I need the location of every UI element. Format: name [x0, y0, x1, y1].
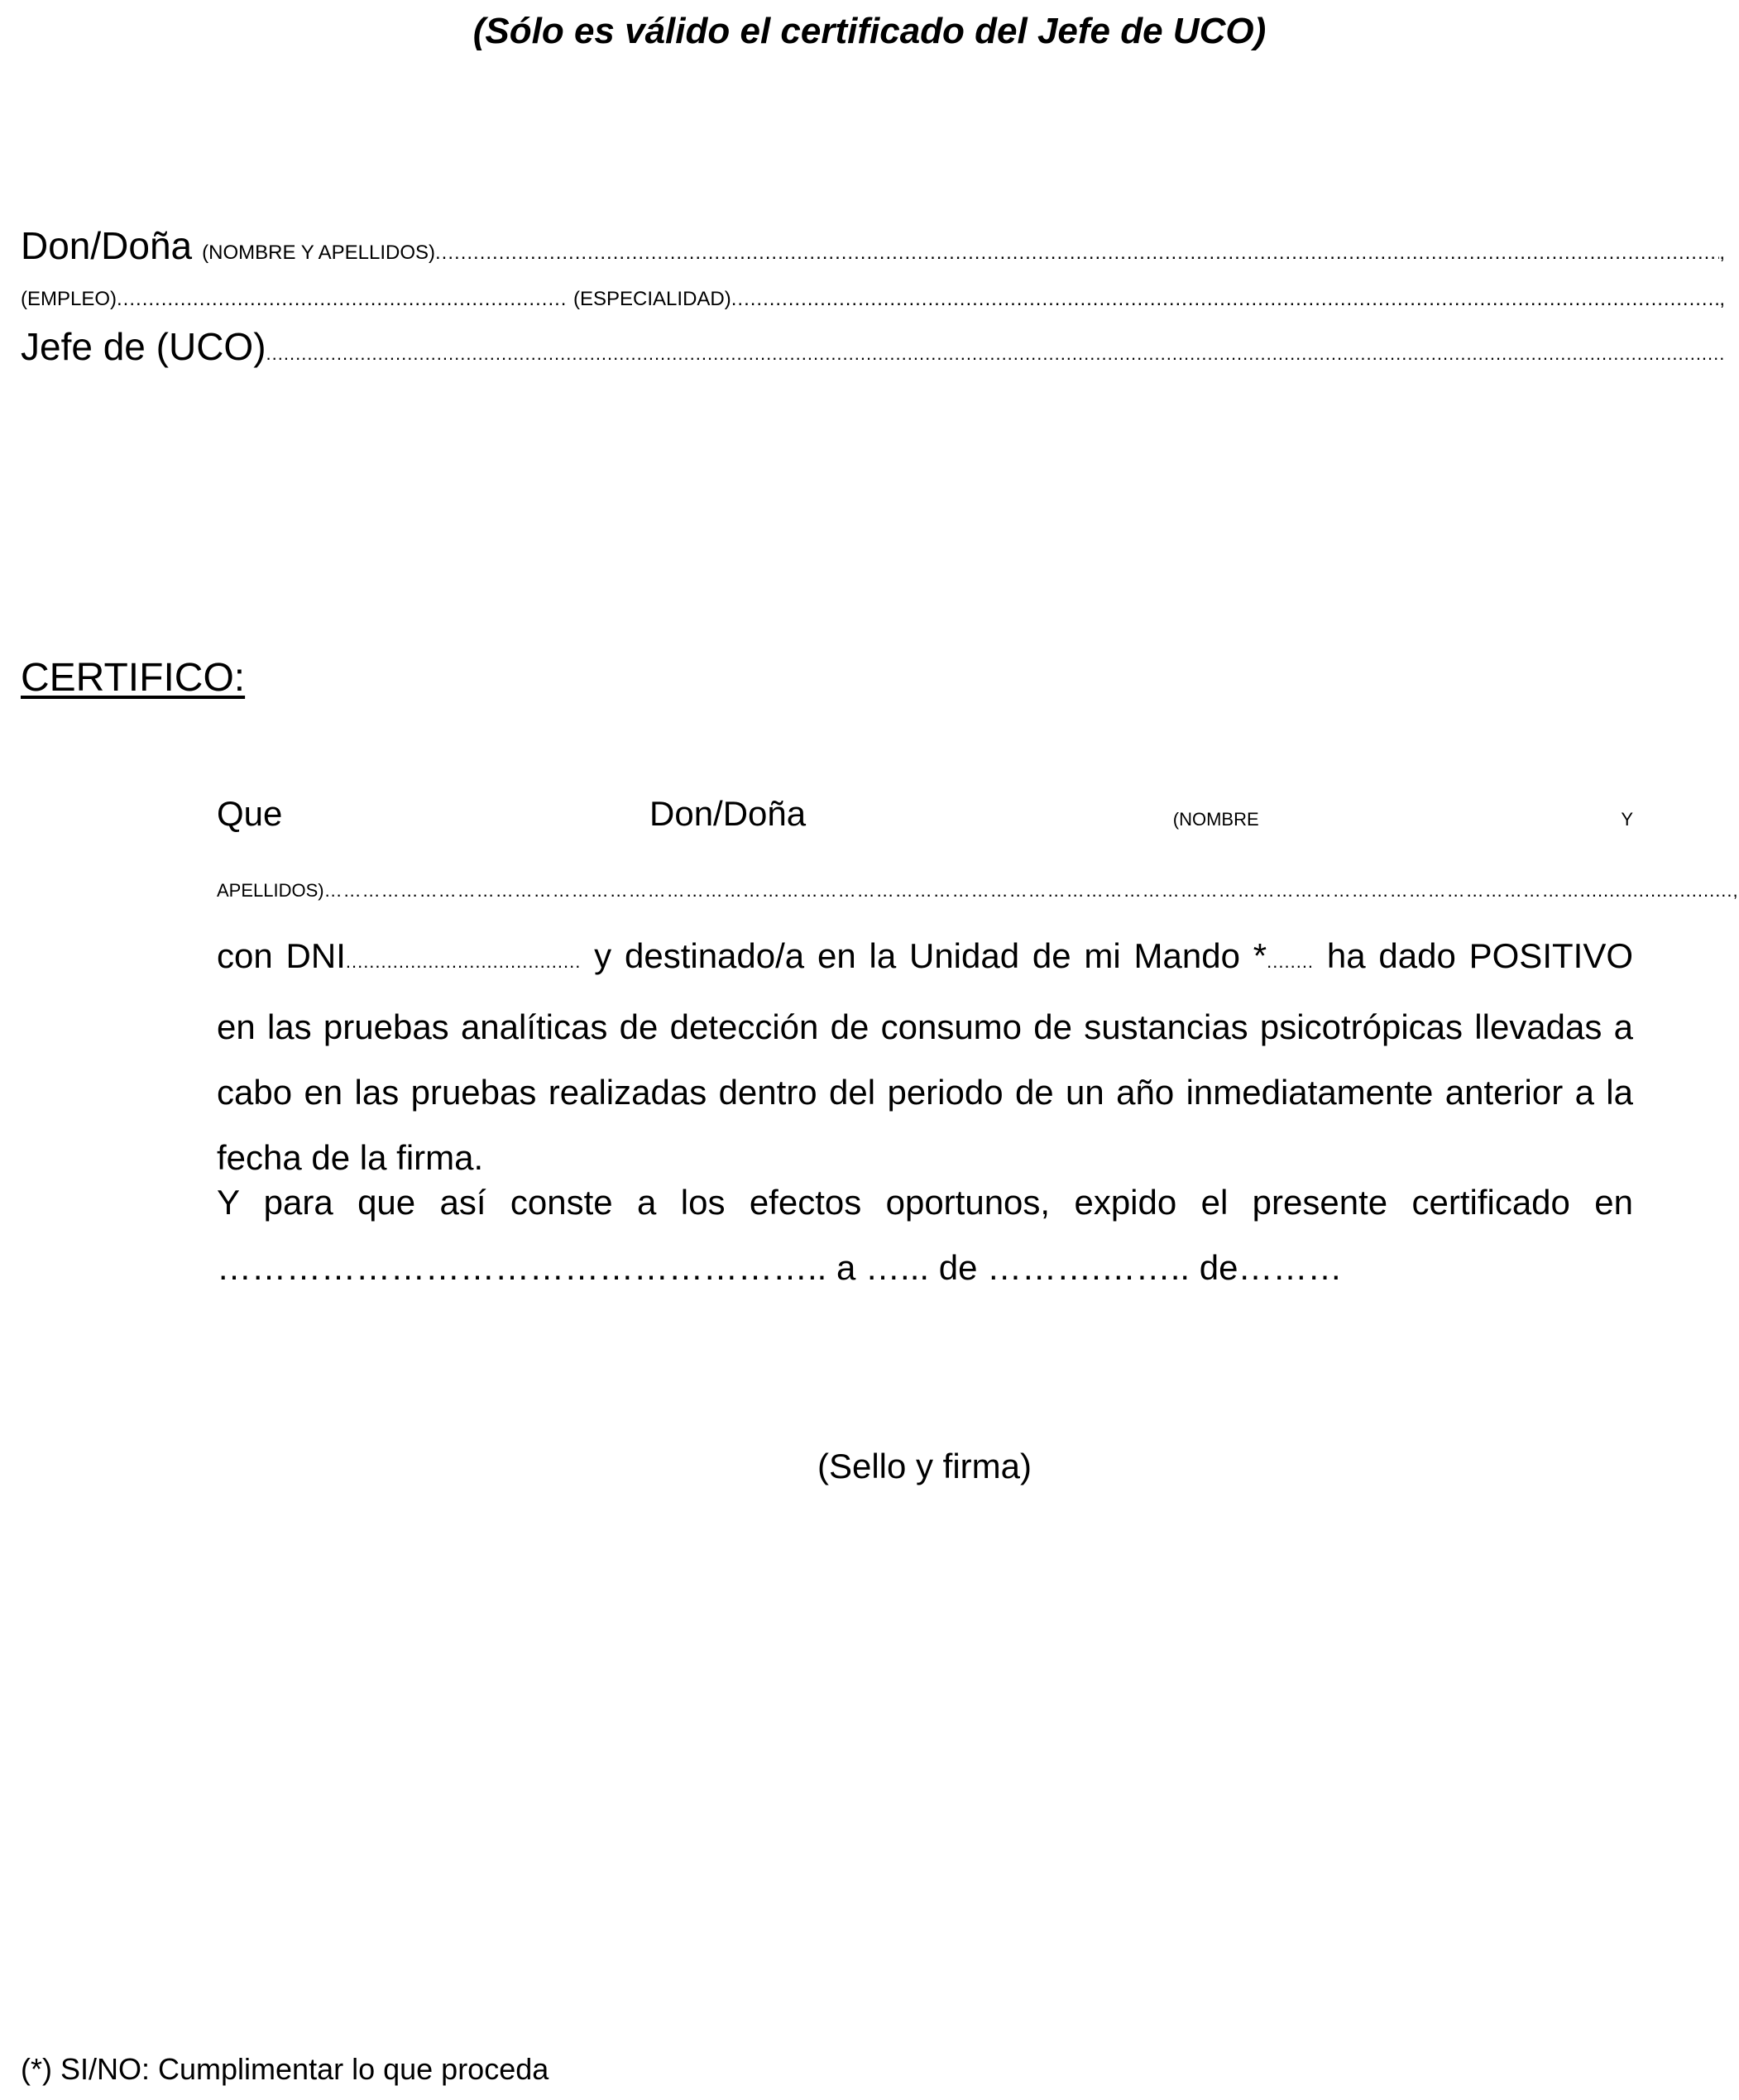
field-name-end: , [1719, 242, 1725, 264]
field-name-line [21, 223, 1725, 268]
field-rank-end: , [1719, 288, 1725, 310]
field-name-fill[interactable] [435, 242, 1719, 265]
closing-paragraph [217, 1170, 1633, 1300]
para-que: Que Don/Doña [217, 794, 807, 833]
field-especialidad-hint: (ESPECIALIDAD) [573, 288, 731, 310]
document-header: (Sólo es válido el certificado del Jefe de UCO) [472, 11, 1267, 51]
field-name-prefix: Don/Doña [21, 224, 193, 267]
para-hint: (NOMBRE Y APELLIDOS) [217, 809, 1633, 901]
para-rest: ha dado POSITIVO en las pruebas analíticas de detección de consumo de sustancias psicotrópicas llevadas a cabo en las pruebas realizadas dentro del periodo de un año inmediatamente anterior a la fecha de la firma. [217, 936, 1634, 1177]
certification-paragraph [217, 781, 1739, 1190]
field-uco-line [21, 324, 1725, 369]
para-dni-fill[interactable]: ........................................ [345, 951, 582, 972]
signature-label: (Sello y firma) [817, 1447, 1032, 1485]
certifico-heading: CERTIFICO: [21, 656, 246, 700]
para-name-fill[interactable]: ……………………………………………………………………………………………………………………………………………………………………………….........................., [323, 880, 1739, 901]
para-mando-fill[interactable]: ........ [1267, 951, 1315, 972]
field-empleo-hint: (EMPLEO) [21, 288, 117, 310]
para-destinado: y destinado/a en la Unidad de mi Mando * [581, 936, 1267, 975]
para-con-dni: con DNI [217, 936, 346, 975]
closing-text: Y para que así conste a los efectos oportunos, expido el presente certificado en …………………………………………….. a …... de ……….…….. de……… [217, 1183, 1633, 1287]
field-name-hint: (NOMBRE Y APELLIDOS) [202, 242, 436, 264]
field-rank-line [21, 288, 1725, 311]
field-uco-prefix: Jefe de (UCO) [21, 325, 266, 368]
field-uco-fill[interactable] [266, 343, 1725, 365]
footnote: (*) SI/NO: Cumplimentar lo que proceda [21, 2052, 549, 2086]
field-empleo-fill[interactable] [117, 288, 565, 311]
field-especialidad-fill[interactable] [731, 288, 1720, 311]
